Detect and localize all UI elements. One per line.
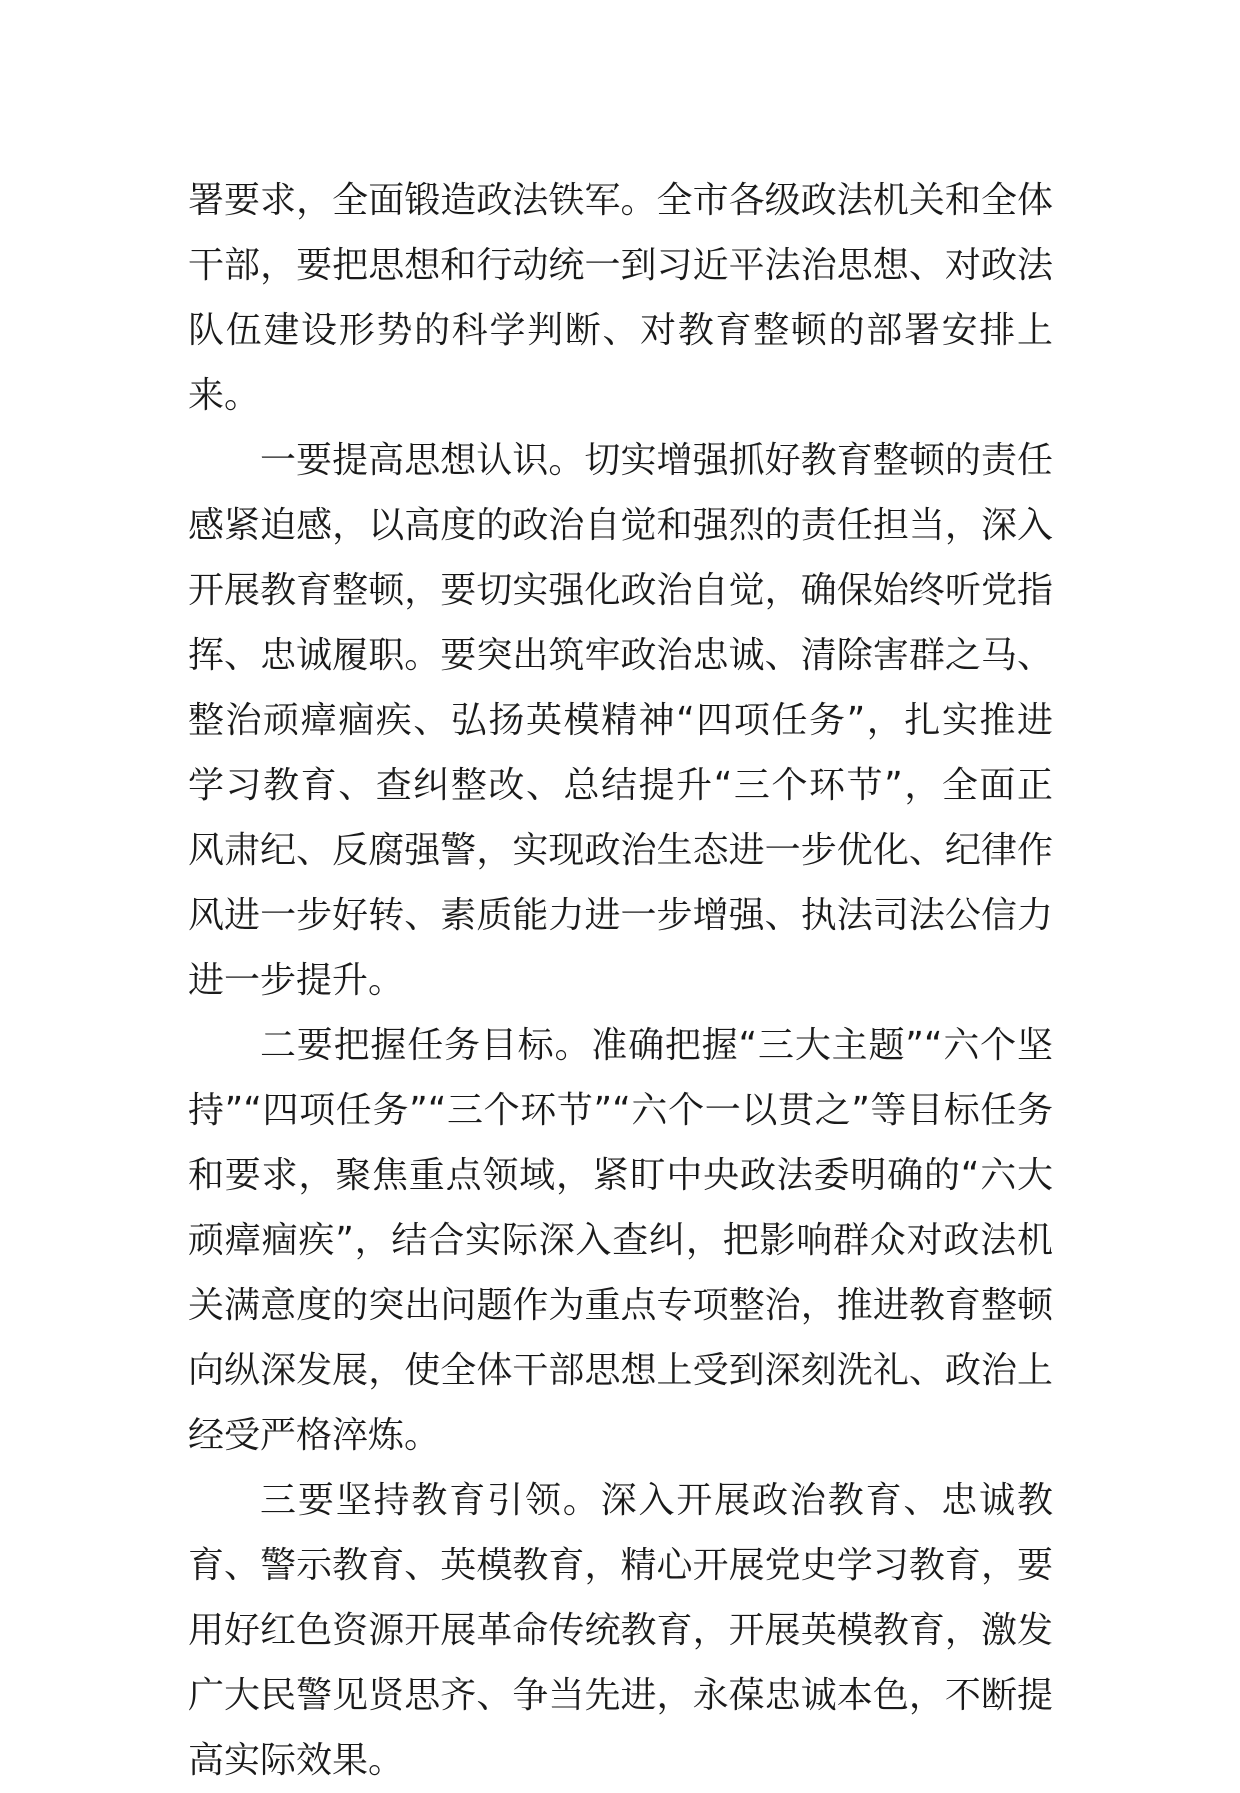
paragraph-point-two: 二要把握任务目标。准确把握“三大主题”“六个坚持”“四项任务”“三个环节”“六个一以贯之”等目标任务和要求，聚焦重点领域，紧盯中央政法委明确的“六大顽瘴痼疾”，结合实际深入查纠，把影响群众对政法机关满意度的突出问题作为重点专项整治，推进教育整顿向纵深发展，使全体干部思想上受到深刻洗礼、政治上经受严格淬炼。 bbox=[188, 1025, 1053, 1456]
paragraph-point-one: 一要提高思想认识。切实增强抓好教育整顿的责任感紧迫感，以高度的政治自觉和强烈的责任担当，深入开展教育整顿，要切实强化政治自觉，确保始终听党指挥、忠诚履职。要突出筑牢政治忠诚、清除害群之马、整治顽瘴痼疾、弘扬英模精神“四项任务”，扎实推进学习教育、查纠整改、总结提升“三个环节”，全面正风肃纪、反腐强警，实现政治生态进一步优化、纪律作风进一步好转、素质能力进一步增强、执法司法公信力进一步提升。 bbox=[188, 440, 1053, 1001]
paragraph-continuation: 署要求，全面锻造政法铁军。全市各级政法机关和全体干部，要把思想和行动统一到习近平法治思想、对政法队伍建设形势的科学判断、对教育整顿的部署安排上来。 bbox=[188, 180, 1053, 416]
paragraph-point-three: 三要坚持教育引领。深入开展政治教育、忠诚教育、警示教育、英模教育，精心开展党史学习教育，要用好红色资源开展革命传统教育，开展英模教育，激发广大民警见贤思齐、争当先进，永葆忠诚本色，不断提高实际效果。 bbox=[188, 1480, 1053, 1781]
document-body bbox=[188, 168, 1053, 1793]
